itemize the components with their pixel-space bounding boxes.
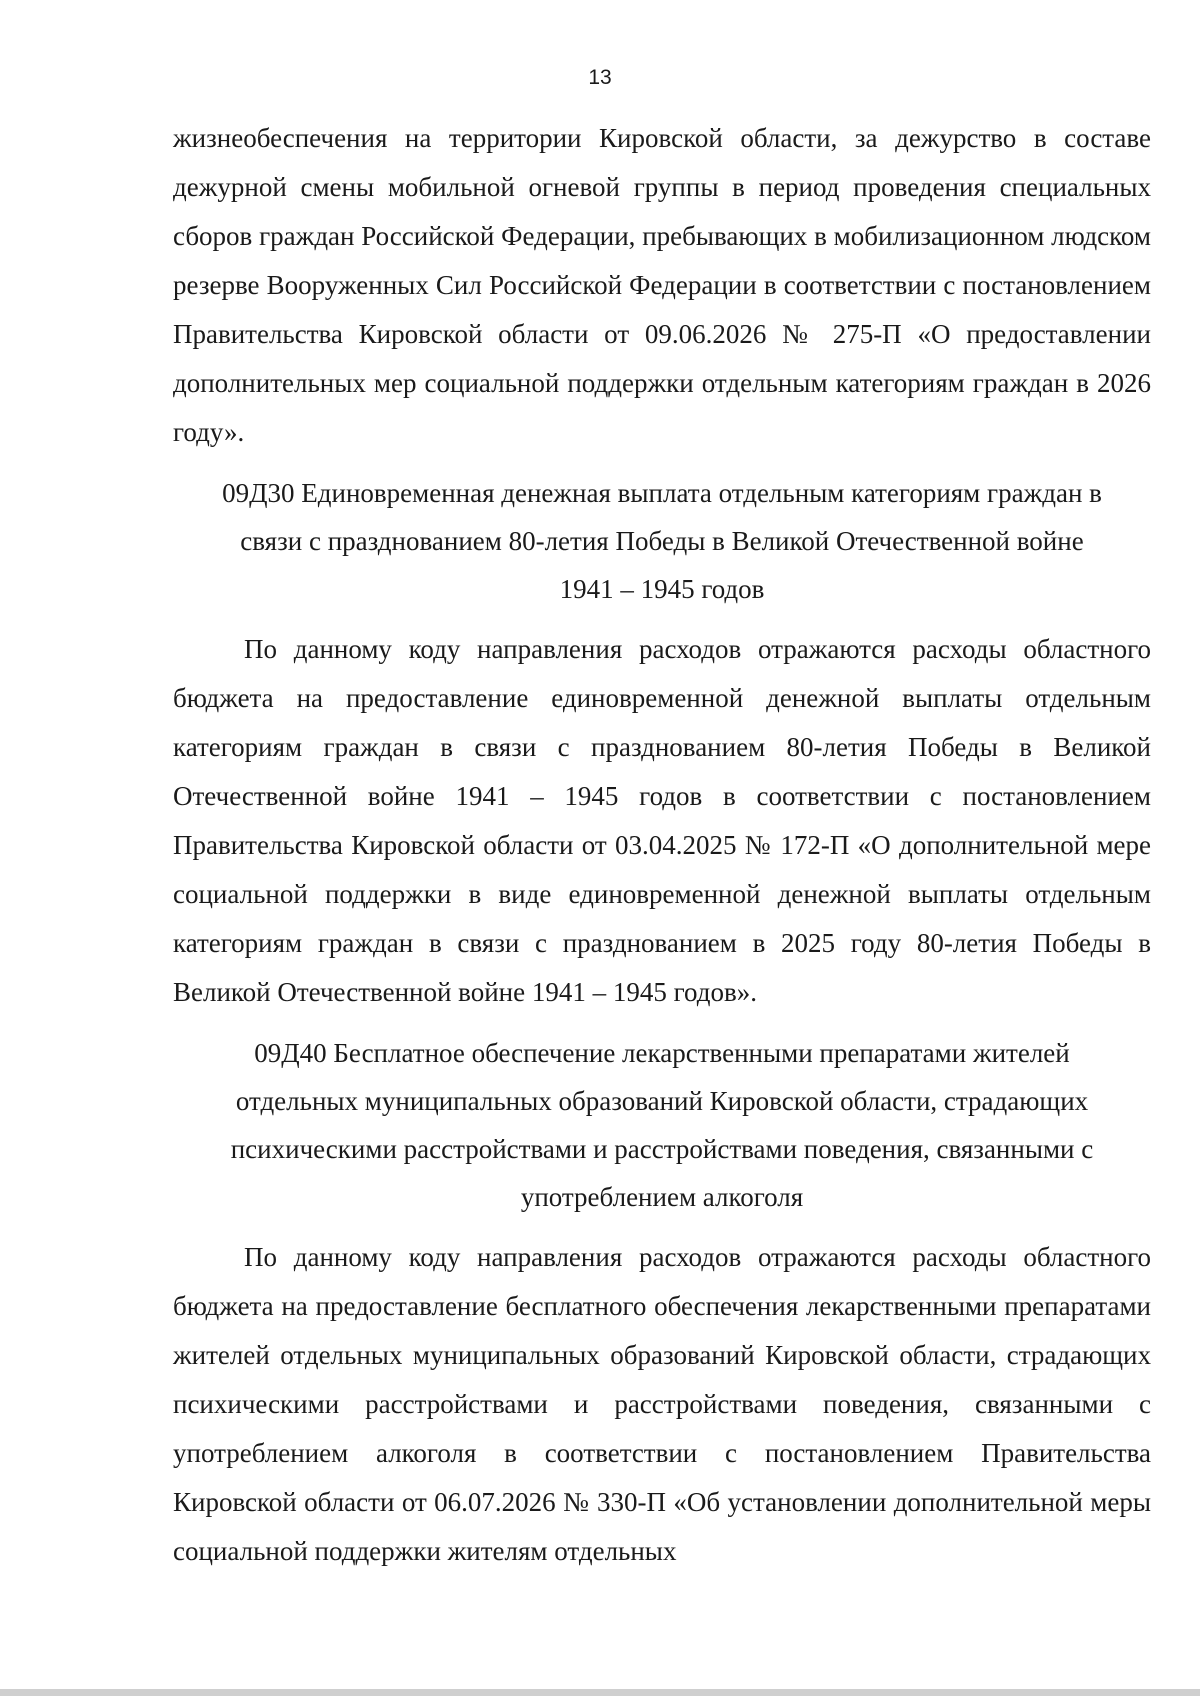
heading-line: употреблением алкоголя [520, 1182, 804, 1212]
document-body [173, 114, 1151, 1576]
paragraph-09d40-description: По данному коду направления расходов отражаются расходы областного бюджета на предоставление бесплатного обеспечения лекарственными препаратами жителей отдельных муниципальных образований Кировской области, страдающих психическими расстройствами и расстройствами поведения, связанными с употреблением алкоголя в соответствии с постановлением Правительства Кировской области от 06.07.2026 № 330-П «Об установлении дополнительной меры социальной поддержки жителям отдельных [173, 1242, 1151, 1566]
heading-line: 09Д40 Бесплатное обеспечение лекарственными препаратами жителей [254, 1038, 1070, 1068]
scan-bottom-edge [0, 1689, 1200, 1696]
paragraph-09d30-description: По данному коду направления расходов отражаются расходы областного бюджета на предоставление единовременной денежной выплаты отдельным категориям граждан в связи с празднованием 80-летия Победы в Великой Отечественной войне 1941 – 1945 годов в соответствии с постановлением Правительства Кировской области от 03.04.2025 № 172-П «О дополнительной мере социальной поддержки в виде единовременной денежной выплаты отдельным категориям граждан в связи с празднованием в 2025 году 80-летия Победы в Великой Отечественной войне 1941 – 1945 годов». [173, 634, 1151, 1007]
heading-line: психическими расстройствами и расстройствами поведения, связанными с [230, 1134, 1094, 1164]
heading-line: связи с празднованием 80-летия Победы в Великой Отечественной войне [240, 526, 1084, 556]
section-heading-09d30 [173, 469, 1151, 613]
heading-line: 09Д30 Единовременная денежная выплата отдельным категориям граждан в [222, 478, 1102, 508]
heading-line: 1941 – 1945 годов [559, 574, 765, 604]
heading-line: отдельных муниципальных образований Кировской области, страдающих [235, 1086, 1089, 1116]
paragraph-continuation: жизнеобеспечения на территории Кировской области, за дежурство в составе дежурной смены мобильной огневой группы в период проведения специальных сборов граждан Российской Федерации, пребывающих в мобилизационном людском резерве Вооруженных Сил Российской Федерации в соответствии с постановлением Правительства Кировской области от 09.06.2026 № 275-П «О предоставлении дополнительных мер социальной поддержки отдельным категориям граждан в 2026 году». [173, 123, 1151, 447]
page-number: 13 [588, 66, 612, 89]
section-heading-09d40 [173, 1029, 1151, 1221]
